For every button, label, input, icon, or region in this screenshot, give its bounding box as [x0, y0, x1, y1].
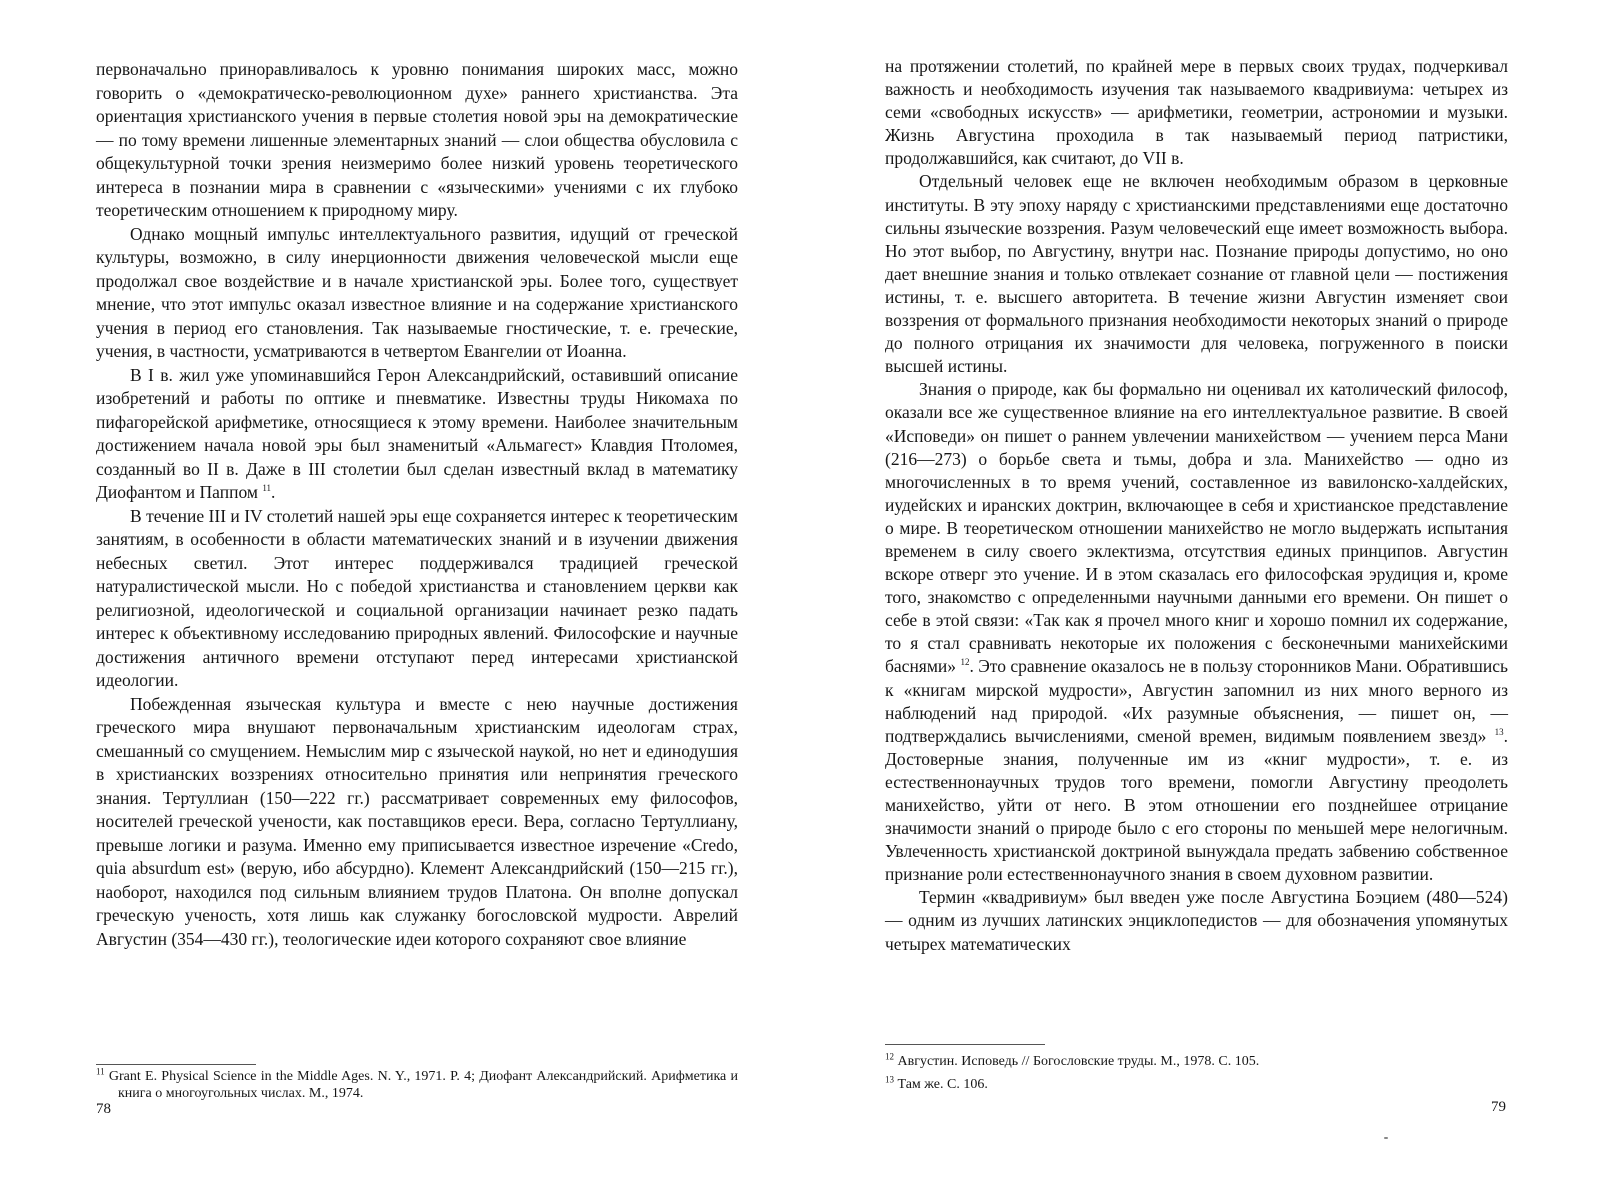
footnote-ref-13: 13: [1494, 726, 1504, 737]
footnote-divider: [96, 1064, 256, 1065]
right-page: [885, 0, 1508, 1182]
footnote-mark: 13: [885, 1074, 894, 1085]
footnote-ref-12: 12: [960, 657, 970, 668]
footnote-text: Августин. Исповедь // Богословские труды. М., 1978. С. 105.: [897, 1054, 1260, 1069]
right-paragraph-3: Знания о природе, как бы формально ни оценивал их католический философ, оказали все же существенное влияние на его интеллектуальное развитие. В своей «Исповеди» он пишет о раннем увлечении манихейством — учением перса Мани (216—273) о борьбе света и тьмы, добра и зла. Манихейство — одно из многочисленных в то время учений, составленное из вавилонско-халдейских, иудейских и иранских доктрин, включающее в себя и христианское представление о мире. В теоретическом отношении манихейство не могло выдержать испытания временем в силу своего эклектизма, отсутствия единых принципов. Августин вскоре отверг это учение. И в этом сказалась его философская эрудиция и, кроме того, знакомство с определенными научными данными его времени. Он пишет о себе в этой связи: «Так как я прочел много книг и хорошо помнил их содержание, то я стал сравнивать некоторые их положения с бесконечными манихейскими баснями» $^{12}$. Это сравнение оказалось не в пользу сторонников Мани. Обратившись к «книгам мирской мудрости», Августин запомнил из них много верного из наблюдений над природой. «Их разумные объяснения, — пишет он, — подтверждались вычислениями, сменой времен, видимым появлением звезд» $^{13}$. Достоверные знания, полученные им из «книг мудрости», т. е. из естественнонаучных трудов того времени, помогли Августину преодолеть манихейство, уйти от него. В этом отношении его позднейшее отрицание значимости знаний о природе было с его стороны по меньшей мере нелогичным. Увлеченность христианской доктриной вынуждала предать забвению собственное признание роли естественнонаучного знания в своем духовном развитии.: [885, 379, 1508, 885]
footnote-mark: 11: [96, 1066, 105, 1077]
footnote-text: Grant E. Physical Science in the Middle Ages. N. Y., 1971. P. 4; Диофант Александрийский. Арифметика и книга о многоугольных числах. М., 1974.: [108, 1069, 738, 1101]
footnote: [96, 1068, 738, 1102]
left-paragraph-1: первоначально приноравливалось к уровню понимания широких масс, можно говорить о «демократическо-революционном духе» раннего христианства. Эта ориентация христианского учения в первые столетия новой эры на демократические — по тому времени лишенные элементарных знаний — слои общества обусловила с общекультурной точки зрения неизмеримо более низкий уровень теоретического интереса в познании мира в сравнении с «языческими» учениями с их глубоко теоретическим отношением к природному миру.: [96, 59, 738, 220]
footnote: [885, 1050, 1508, 1073]
right-paragraph-3b-text: Это сравнение оказалось не в пользу сторонников Мани. Обратившись к «книгам мирской мудрости», Августин запомнил из них много верного из наблюдений над природой. «Их разумные объяснения, — пишет он, — подтверждались вычислениями, сменой времен, видимым появлением звезд»: [885, 656, 1508, 746]
scan-speck: [1384, 1137, 1388, 1139]
left-paragraph-5: Побежденная языческая культура и вместе с нею научные достижения греческого мира внушают первоначальным христианским идеологам страх, смешанный со смущением. Немыслим мир с языческой наукой, но нет и единодушия в христианских воззрениях относительно принятия или непринятия греческого знания. Тертуллиан (150—222 гг.) рассматривает современных ему философов, носителей греческой учености, как поставщиков ереси. Вера, согласно Тертуллиану, превыше логики и разума. Именно ему приписывается известное изречение «Credo, quia absurdum est» (верую, ибо абсурдно). Клемент Александрийский (150—215 гг.), наоборот, находился под сильным влиянием трудов Платона. Он вполне допускал греческую ученость, хотя лишь как служанку богословской мудрости. Аврелий Августин (354—430 гг.), теологические идеи которого сохраняют свое влияние: [96, 693, 738, 949]
footnote-divider: [885, 1044, 1045, 1045]
right-page-body: [885, 55, 1508, 956]
footnote-ref-11: 11: [262, 483, 271, 494]
left-page: [96, 0, 738, 1182]
left-paragraph-4: В течение III и IV столетий нашей эры еще сохраняется интерес к теоретическим занятиям, в особенности в области математических знаний и в изучении движения небесных светил. Этот интерес поддерживался традицией греческой натуралистической мысли. Но с победой христианства и становлением церкви как религиозной, идеологической и социальной организации начинает резко падать интерес к объективному исследованию природных явлений. Философские и научные достижения античного времени отступают перед интересами христианской идеологии.: [96, 505, 738, 690]
left-page-body: [96, 58, 738, 951]
right-footnotes: [885, 1050, 1508, 1096]
right-paragraph-4: Термин «квадривиум» был введен уже после Августина Боэцием (480—524) — одним из лучших латинских энциклопедистов — для обозначения упомянутых четырех математических: [885, 887, 1508, 954]
left-paragraph-3-text: В I в. жил уже упоминавшийся Герон Александрийский, оставивший описание изобретений и работы по оптике и пневматике. Известны труды Никомаха по пифагорейской арифметике, относящиеся к этому времени. Наиболее значительным достижением начала новой эры был знаменитый «Альмагест» Клавдия Птоломея, созданный во II в. Даже в III столетии был сделан известный вклад в математику Диофантом и Паппом: [96, 364, 738, 502]
right-paragraph-3a-text: Знания о природе, как бы формально ни оценивал их католический философ, оказали все же существенное влияние на его интеллектуальное развитие. В своей «Исповеди» он пишет о раннем увлечении манихейством — учением перса Мани (216—273) о борьбе света и тьмы, добра и зла. Манихейство — одно из многочисленных в то время учений, составленное из вавилонско-халдейских, иудейских и иранских доктрин, включающее в себя и христианское представление о мире. В теоретическом отношении манихейство не могло выдержать испытания временем в силу своего эклектизма, отсутствия единых принципов. Августин вскоре отверг это учение. И в этом сказалась его философская эрудиция и, кроме того, знакомство с определенными научными данными его времени. Он пишет о себе в этой связи: «Так как я прочел много книг и хорошо помнил их содержание, то я стал сравнивать некоторые их положения с бесконечными манихейскими баснями»: [885, 379, 1508, 677]
left-paragraph-2: Однако мощный импульс интеллектуального развития, идущий от греческой культуры, возможно, в силу инерционности движения человеческой мысли еще продолжал свое воздействие и в начале христианской эры. Более того, существует мнение, что этот импульс оказал известное влияние и на содержание христианского учения в период его становления. Так называемые гностические, т. е. греческие, учения, в частности, усматриваются в четвертом Евангелии от Иоанна.: [96, 223, 738, 361]
right-paragraph-2: Отдельный человек еще не включен необходимым образом в церковные институты. В эту эпоху наряду с христианскими представлениями еще достаточно сильны языческие воззрения. Разум человеческий еще имеет возможность выбора. Но этот выбор, по Августину, внутри нас. Познание природы допустимо, но оно дает внешние знания и только отвлекает сознание от главной цели — постижения истины, т. е. высшего авторитета. В течение жизни Августин изменяет свои воззрения от формального признания необходимости некоторых знаний о природе до полного отрицания их значимости для человека, погруженного в поиски высшей истины.: [885, 171, 1508, 377]
footnote-mark: 12: [885, 1051, 894, 1062]
left-footnotes: [96, 1068, 738, 1102]
right-paragraph-3c-text: Достоверные знания, полученные им из «книг мудрости», т. е. из естественнонаучных трудов того времени, помогли Августину преодолеть манихейство, уйти от него. В этом отношении его позднейшее отрицание значимости знаний о природе было с его стороны по меньшей мере нелогичным. Увлеченность христианской доктриной вынуждала предать забвению собственное признание роли естественнонаучного знания в своем духовном развитии.: [885, 748, 1508, 885]
footnote-text: Там же. С. 106.: [897, 1077, 988, 1093]
footnote: [885, 1073, 1508, 1096]
left-paragraph-3: В I в. жил уже упоминавшийся Герон Александрийский, оставивший описание изобретений и работы по оптике и пневматике. Известны труды Никомаха по пифагорейской арифметике, относящиеся к этому времени. Наиболее значительным достижением начала новой эры был знаменитый «Альмагест» Клавдия Птоломея, созданный во II в. Даже в III столетии был сделан известный вклад в математику Диофантом и Паппом $^{11}$.: [96, 364, 738, 502]
page-number-right: 79: [1491, 1099, 1506, 1115]
page-number-left: 78: [96, 1101, 111, 1117]
right-paragraph-1: на протяжении столетий, по крайней мере в первых своих трудах, подчеркивал важность и необходимость изучения так называемого квадривиума: четырех из семи «свободных искусств» — арифметики, геометрии, астрономии и музыки. Жизнь Августина проходила в так называемый период патристики, продолжавшийся, как считают, до VII в.: [885, 56, 1508, 169]
